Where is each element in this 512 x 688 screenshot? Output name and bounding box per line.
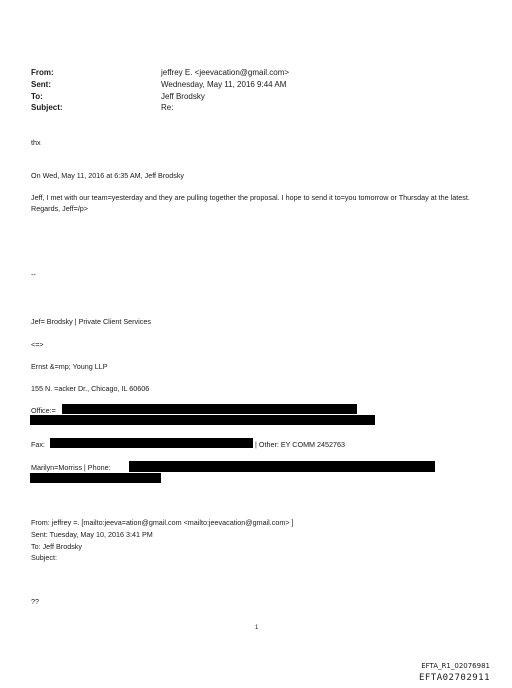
page-number: 1 xyxy=(255,625,259,631)
subject-value: Re: xyxy=(161,103,174,112)
bates-stamp-2: EFTA02702911 xyxy=(418,673,490,683)
redaction-bar xyxy=(30,415,375,425)
reply-text: thx xyxy=(31,138,41,147)
fax-other: | Other: EY COMM 2452763 xyxy=(255,440,346,449)
original-message: ?? xyxy=(31,597,39,606)
redaction-bar xyxy=(129,461,435,472)
signature-name: Jef= Brodsky | Private Client Services xyxy=(31,317,151,326)
original-from: From: jeffrey =. [mailto:jeeva=ation@gmail.com <mailto:jeevacation@gmail.com> ] xyxy=(31,518,294,527)
to-value: Jeff Brodsky xyxy=(161,92,205,101)
signature-dashes: -- xyxy=(31,270,36,279)
original-subject: Subject: xyxy=(31,553,57,562)
from-value: jeffrey E. <jeevacation@gmail.com> xyxy=(161,68,290,77)
marilyn-label: Marilyn=Morriss | Phone: xyxy=(31,463,111,472)
signature-tag: <=> xyxy=(31,340,44,349)
quote-intro: On Wed, May 11, 2016 at 6:35 AM, Jeff Brodsky xyxy=(31,171,185,180)
subject-label: Subject: xyxy=(31,103,63,112)
to-label: To: xyxy=(31,92,43,101)
signature-address: 155 N. =acker Dr., Chicago, IL 60606 xyxy=(31,384,150,393)
sent-label: Sent: xyxy=(31,80,51,89)
quote-text: Jeff, I met with our team=yesterday and they are pulling together the proposal. I hope to send it to=you tomorrow or Thursday at the latest. Regards, Jeff=/p> xyxy=(31,193,470,213)
redaction-bar xyxy=(30,473,161,483)
fax-label: Fax: xyxy=(31,440,45,449)
redaction-bar xyxy=(50,438,253,448)
sent-value: Wednesday, May 11, 2016 9:44 AM xyxy=(161,80,287,89)
redaction-bar xyxy=(62,404,357,414)
original-to: To: Jeff Brodsky xyxy=(31,542,82,551)
office-label: Office:= xyxy=(31,406,56,415)
bates-stamp-1: EFTA_R1_02076981 xyxy=(421,662,490,670)
original-sent: Sent: Tuesday, May 10, 2016 3:41 PM xyxy=(31,530,153,539)
from-label: From: xyxy=(31,68,54,77)
signature-company: Ernst &=mp; Young LLP xyxy=(31,362,108,371)
